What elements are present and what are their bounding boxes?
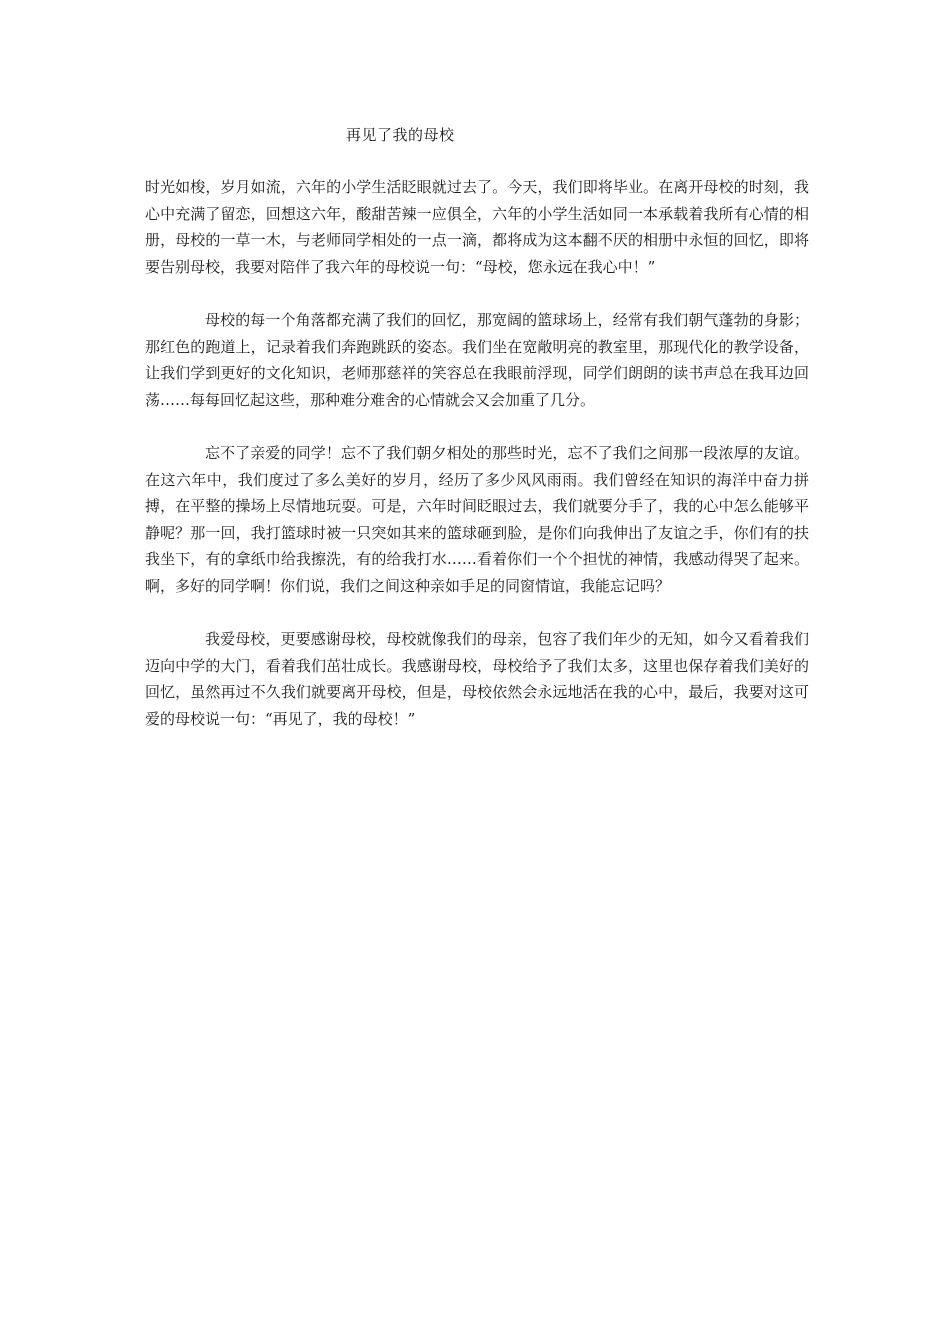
document-title: 再见了我的母校 <box>346 126 455 144</box>
paragraph-2: 母校的每一个角落都充满了我们的回忆，那宽阔的篮球场上，经常有我们朝气蓬勃的身影；那红色的跑道上，记录着我们奔跑跳跃的姿态。我们坐在宽敞明亮的教室里，那现代化的教学设备，让我们学到更好的文化知识，老师那慈祥的笑容总在我眼前浮现，同学们朗朗的读书声总在我耳边回荡……每每回忆起这些，那种难分难舍的心情就会又会加重了几分。 <box>145 311 809 409</box>
paragraph-3: 忘不了亲爱的同学！忘不了我们朝夕相处的那些时光，忘不了我们之间那一段浓厚的友谊。在这六年中，我们度过了多么美好的岁月，经历了多少风风雨雨。我们曾经在知识的海洋中奋力拼搏，在平整的操场上尽情地玩耍。可是，六年时间眨眼过去，我们就要分手了，我的心中怎么能够平静呢？那一回，我打篮球时被一只突如其来的篮球砸到脸，是你们向我伸出了友谊之手，你们有的扶我坐下，有的拿纸巾给我擦洗，有的给我打水……看着你们一个个担忧的神情，我感动得哭了起来。啊，多好的同学啊！你们说，我们之间这种亲如手足的同窗情谊，我能忘记吗？ <box>145 444 809 595</box>
paragraph-4: 我爱母校，更要感谢母校，母校就像我们的母亲，包容了我们年少的无知，如今又看着我们迈向中学的大门，看着我们茁壮成长。我感谢母校，母校给予了我们太多，这里也保存着我们美好的回忆，虽然再过不久我们就要离开母校，但是，母校依然会永远地活在我的心中，最后，我要对这可爱的母校说一句：“再见了，我的母校！” <box>145 630 809 728</box>
document-body <box>145 174 809 759</box>
paragraph-1: 时光如梭，岁月如流，六年的小学生活眨眼就过去了。今天，我们即将毕业。在离开母校的时刻，我心中充满了留恋，回想这六年，酸甜苦辣一应俱全，六年的小学生活如同一本承载着我所有心情的相册，母校的一草一木，与老师同学相处的一点一滴，都将成为这本翻不厌的相册中永恒的回忆，即将要告别母校，我要对陪伴了我六年的母校说一句：“母校，您永远在我心中！” <box>145 178 809 276</box>
